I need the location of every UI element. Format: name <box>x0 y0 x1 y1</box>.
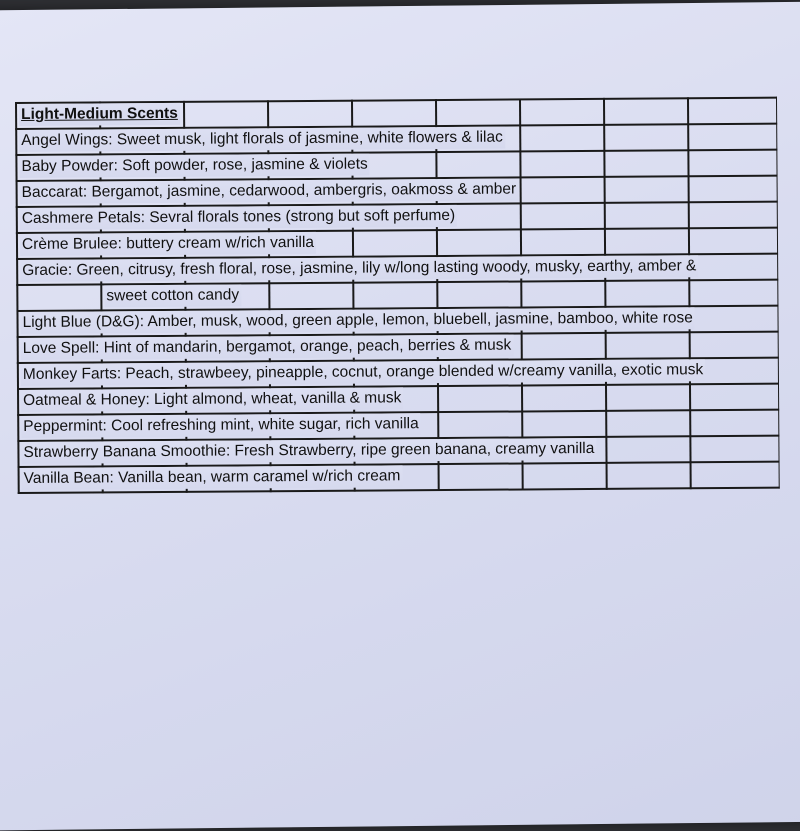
table-row <box>18 461 780 492</box>
scent-peppermint: Peppermint: Cool refreshing mint, white sugar, rich vanilla <box>21 413 421 438</box>
scent-gracie: Gracie: Green, citrusy, fresh floral, rose, jasmine, lily w/long lasting woody, musky, earthy, amber & <box>20 255 698 282</box>
scent-baccarat: Baccarat: Bergamot, jasmine, cedarwood, ambergris, oakmoss & amber <box>20 178 519 203</box>
scent-oatmeal-honey: Oatmeal & Honey: Light almond, wheat, vanilla & musk <box>21 387 403 412</box>
table-title: Light-Medium Scents <box>19 103 180 126</box>
scent-strawberry-banana-smoothie: Strawberry Banana Smoothie: Fresh Strawberry, ripe green banana, creamy vanilla <box>21 438 596 464</box>
scent-creme-brulee: Crème Brulee: buttery cream w/rich vanilla <box>20 232 316 256</box>
scent-light-blue: Light Blue (D&G): Amber, musk, wood, green apple, lemon, bluebell, jasmine, bamboo, white rose <box>20 307 694 334</box>
scent-cashmere-petals: Cashmere Petals: Sevral florals tones (strong but soft perfume) <box>20 205 457 230</box>
scent-angel-wings: Angel Wings: Sweet musk, light florals of jasmine, white flowers & lilac <box>19 127 505 152</box>
scent-gracie-continued: sweet cotton candy <box>104 284 241 307</box>
scent-monkey-farts: Monkey Farts: Peach, strawbeey, pineapple, cocnut, orange blended w/creamy vanilla, exotic musk <box>21 359 705 386</box>
scent-vanilla-bean: Vanilla Bean: Vanilla bean, warm caramel w/rich cream <box>22 465 403 490</box>
scent-baby-powder: Baby Powder: Soft powder, rose, jasmine & violets <box>19 154 369 178</box>
scent-love-spell: Love Spell: Hint of mandarin, bergamot, orange, peach, berries & musk <box>21 335 514 360</box>
